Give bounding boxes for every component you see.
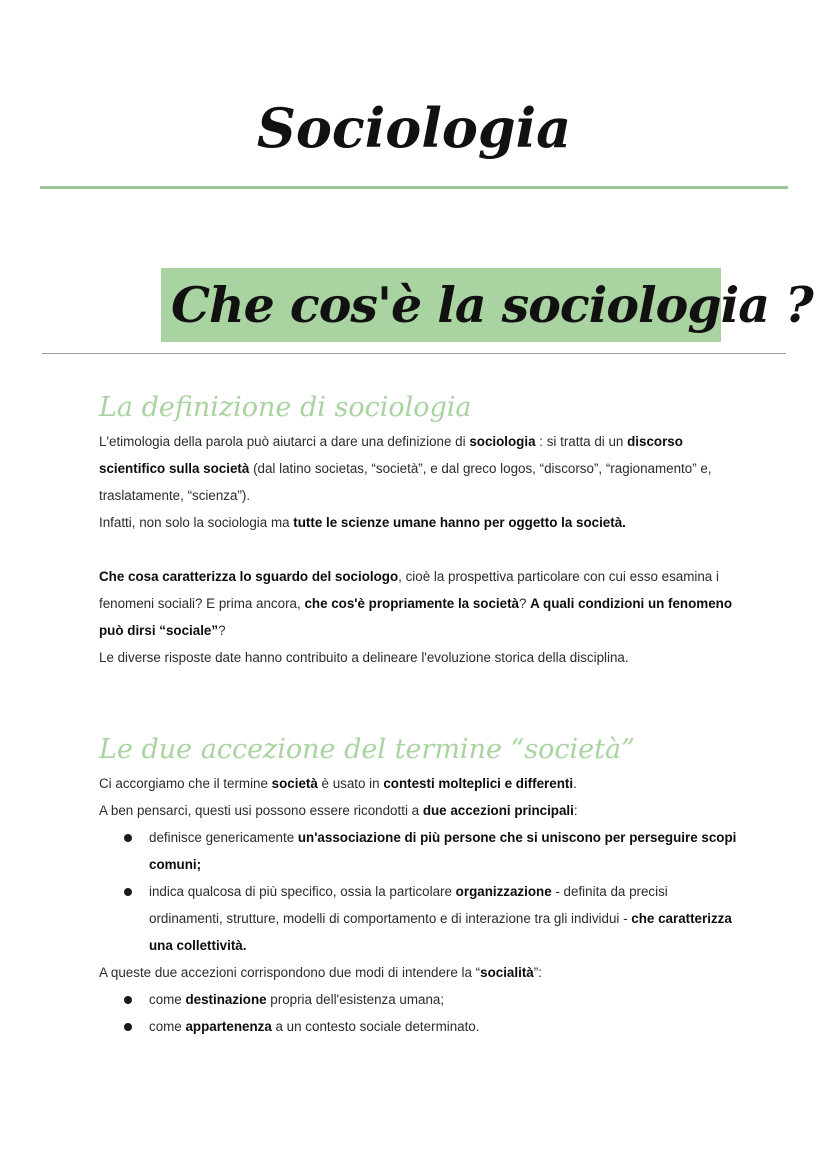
bold-text: un'associazione di più persone che si uniscono per perseguire scopi comuni; (149, 830, 737, 872)
text: ? (518, 596, 531, 611)
text: Ci accorgiamo che il termine (99, 776, 272, 791)
section-two-meanings (99, 734, 739, 1040)
bold-text: tutte le scienze umane hanno per oggetto la società. (293, 515, 626, 530)
paragraph-etymology (99, 428, 739, 509)
bold-text: sociologia (469, 434, 536, 449)
bold-text: due accezioni principali (422, 803, 574, 818)
text: - definita da precisi ordinamenti, strutture, modelli di comportamento e di interazione tra gli individui - (149, 884, 668, 926)
bold-text: che cos'è propriamente la società (304, 596, 519, 611)
text: ? (218, 623, 226, 638)
section-title-definition: La definizione di sociologia (99, 392, 472, 423)
paragraph-sociality (99, 959, 739, 986)
paragraph-two-meanings (99, 797, 739, 824)
text: come (149, 1019, 186, 1034)
list-item (99, 1013, 739, 1040)
text: definisce genericamente (149, 830, 298, 845)
section-title-two-meanings: Le due accezione del termine “società” (99, 734, 635, 765)
bold-text: discorso scientifico sulla società (99, 434, 683, 476)
paragraph-human-sciences (99, 509, 739, 536)
sociality-list (99, 986, 739, 1040)
section-definition (99, 392, 739, 671)
text: a un contesto sociale determinato. (271, 1019, 480, 1034)
list-item (99, 824, 739, 878)
text: propria dell'esistenza umana; (266, 992, 445, 1007)
heading-divider (42, 353, 786, 354)
page-title: Sociologia (256, 96, 572, 160)
bold-text: società (271, 776, 318, 791)
bold-text: socialità (480, 965, 534, 980)
text: (dal latino societas, “società”, e dal greco logos, “discorso”, “ragionamento” e, traslatamente, “scienza”). (99, 461, 712, 503)
text: : si tratta di un (535, 434, 628, 449)
text: A ben pensarci, questi usi possono essere ricondotti a (99, 803, 423, 818)
text: come (149, 992, 186, 1007)
paragraph-term-usage (99, 770, 739, 797)
bold-text: Che cosa caratterizza lo sguardo del sociologo (99, 569, 399, 584)
text: indica qualcosa di più specifico, ossia la particolare (149, 884, 456, 899)
list-item (99, 986, 739, 1013)
text: L'etimologia della parola può aiutarci a dare una definizione di (99, 434, 470, 449)
text: A queste due accezioni corrispondono due modi di intendere la “ (99, 965, 481, 980)
text: è usato in (317, 776, 384, 791)
bold-text: A quali condizioni un fenomeno può dirsi “sociale” (99, 596, 732, 638)
main-heading: Che cos'è la sociologia ? (171, 276, 813, 334)
list-item (99, 878, 739, 959)
bold-text: appartenenza (185, 1019, 272, 1034)
title-underline (40, 186, 788, 189)
bold-text: organizzazione (455, 884, 552, 899)
meanings-list (99, 824, 739, 959)
text: Infatti, non solo la sociologia ma (99, 515, 294, 530)
bold-text: che caratterizza una collettività. (149, 911, 732, 953)
bold-text: destinazione (185, 992, 267, 1007)
text: : (573, 803, 578, 818)
text: ”: (533, 965, 542, 980)
paragraph-evolution: Le diverse risposte date hanno contribuito a delineare l'evoluzione storica della disciplina. (99, 650, 629, 665)
text: , cioè la prospettiva particolare con cui esso esamina i fenomeni sociali? E prima ancora, (99, 569, 719, 611)
bold-text: contesti molteplici e differenti (383, 776, 574, 791)
paragraph-sociologist-view (99, 563, 739, 644)
text: . (573, 776, 577, 791)
